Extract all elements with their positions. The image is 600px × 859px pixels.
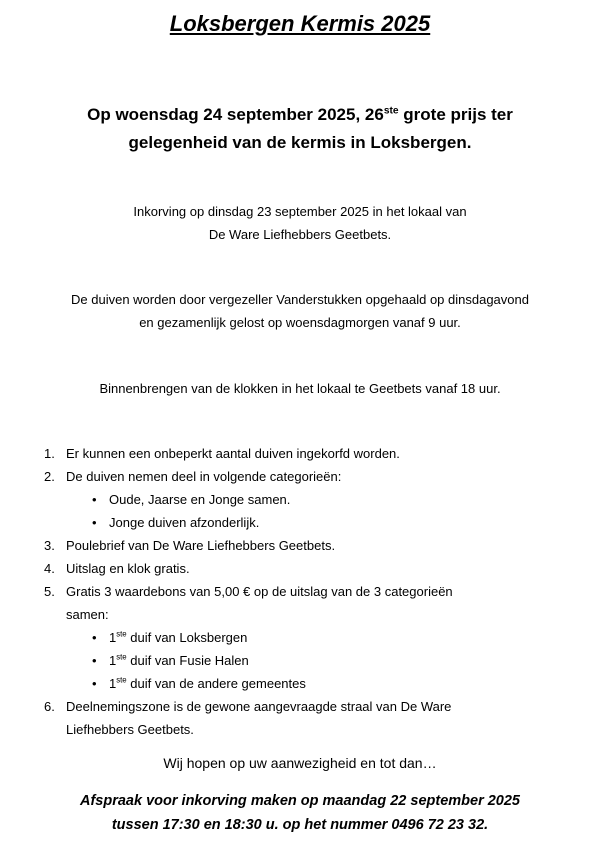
headline-line-1-end: grote prijs ter xyxy=(398,105,513,124)
headline-line-2: gelegenheid van de kermis in Loksbergen. xyxy=(128,133,472,152)
sublist-item-text: Oude, Jaarse en Jonge samen. xyxy=(109,492,291,507)
list-item-text-line-1: Deelnemingszone is de gewone aangevraagde straal van De Ware xyxy=(66,699,452,714)
appointment-footer xyxy=(20,789,580,837)
sublist-item-text: duif van Loksbergen xyxy=(126,630,248,645)
inkorving-paragraph xyxy=(20,200,580,246)
prize-sublist xyxy=(66,626,564,695)
category-sublist xyxy=(66,488,564,534)
bullet-icon: • xyxy=(92,630,97,645)
sublist-item xyxy=(66,672,564,695)
footer-line-2: tussen 17:30 en 18:30 u. op het nummer 0496 72 23 32. xyxy=(111,817,489,833)
sublist-item xyxy=(66,649,564,672)
sublist-item-ordinal-suffix: ste xyxy=(116,629,127,639)
sublist-item-rank: 1 xyxy=(109,653,117,668)
sublist-item-ordinal-suffix: ste xyxy=(116,675,127,685)
ophaling-line-2: en gezamenlijk gelost op woensdagmorgen vanaf 9 uur. xyxy=(139,315,461,330)
footer-line-1: Afspraak voor inkorving maken op maandag 22 september 2025 xyxy=(80,793,520,809)
list-item-number: 5. xyxy=(44,584,55,599)
sublist-item-rank: 1 xyxy=(109,676,117,691)
list-item xyxy=(44,465,564,534)
bullet-icon: • xyxy=(92,515,97,530)
ophaling-paragraph xyxy=(20,288,580,334)
list-item-text-line-2: Liefhebbers Geetbets. xyxy=(66,722,194,737)
list-item xyxy=(44,534,564,557)
list-item-number: 1. xyxy=(44,446,55,461)
inkorving-line-2: De Ware Liefhebbers Geetbets. xyxy=(208,227,392,242)
headline-line-1 xyxy=(30,101,570,129)
bullet-icon: • xyxy=(92,653,97,668)
bullet-icon: • xyxy=(92,492,97,507)
klokken-paragraph: Binnenbrengen van de klokken in het lokaal te Geetbets vanaf 18 uur. xyxy=(99,381,501,396)
list-item-text-line-2: samen: xyxy=(66,607,109,622)
sublist-item-text: Jonge duiven afzonderlijk. xyxy=(109,515,260,530)
inkorving-line-1: Inkorving op dinsdag 23 september 2025 in het lokaal van xyxy=(133,204,467,219)
conditions-list xyxy=(44,442,564,741)
list-item-text: De duiven nemen deel in volgende categorieën: xyxy=(66,469,342,484)
list-item xyxy=(44,442,564,465)
list-item xyxy=(44,695,564,741)
sublist-item xyxy=(66,488,564,511)
list-item-number: 6. xyxy=(44,699,55,714)
ophaling-line-1: De duiven worden door vergezeller Vanderstukken opgehaald op dinsdagavond xyxy=(71,292,529,307)
list-item-text: Er kunnen een onbeperkt aantal duiven ingekorfd worden. xyxy=(66,446,400,461)
sublist-item-rank: 1 xyxy=(109,630,117,645)
headline-ordinal-suffix: ste xyxy=(383,105,399,117)
list-item xyxy=(44,580,564,695)
list-item xyxy=(44,557,564,580)
list-item-number: 3. xyxy=(44,538,55,553)
list-item-text-line-1: Gratis 3 waardebons van 5,00 € op de uitslag van de 3 categorieën xyxy=(66,584,453,599)
list-item-text: Uitslag en klok gratis. xyxy=(66,561,190,576)
sublist-item xyxy=(66,626,564,649)
list-item-number: 2. xyxy=(44,469,55,484)
sublist-item-text: duif van Fusie Halen xyxy=(126,653,249,668)
sublist-item-text: duif van de andere gemeentes xyxy=(126,676,306,691)
sublist-item-ordinal-suffix: ste xyxy=(116,652,127,662)
sublist-item xyxy=(66,511,564,534)
list-item-text: Poulebrief van De Ware Liefhebbers Geetbets. xyxy=(66,538,336,553)
headline-line-1-start: Op woensdag 24 september 2025, 26 xyxy=(87,105,384,124)
list-item-number: 4. xyxy=(44,561,55,576)
headline xyxy=(30,101,570,157)
closing-line: Wij hopen op uw aanwezigheid en tot dan… xyxy=(163,755,437,771)
bullet-icon: • xyxy=(92,676,97,691)
document-title: Loksbergen Kermis 2025 xyxy=(169,11,431,36)
